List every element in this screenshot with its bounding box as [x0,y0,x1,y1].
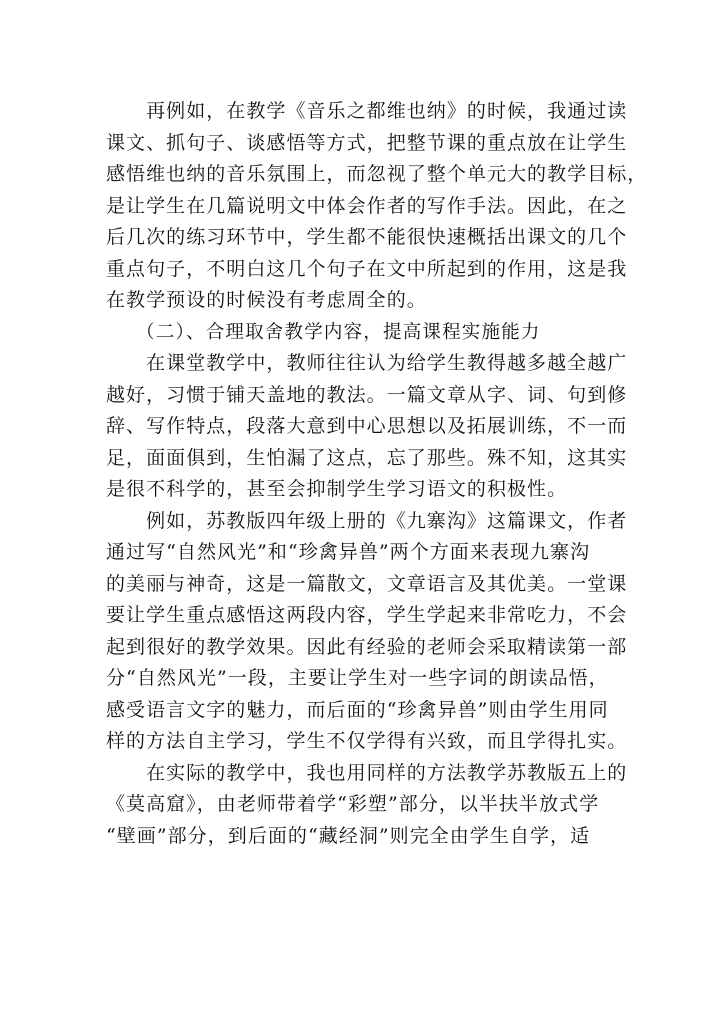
text-line: 在教学预设的时候没有考虑周全的。 [106,289,427,311]
document-body [106,96,648,852]
text-line: 感悟维也纳的音乐氛围上，而忽视了整个单元大的教学目标， [106,163,648,185]
text-line: 再例如，在教学《音乐之都维也纳》的时候，我通过读 [106,100,628,122]
text-line: 是让学生在几篇说明文中体会作者的写作手法。因此，在之 [106,194,628,217]
text-line: 在课堂教学中，教师往往认为给学生教得越多越全越广 [106,352,628,374]
text-line: 重点句子，不明白这几个句子在文中所起到的作用，这是我 [106,257,628,280]
text-line: 后几次的练习环节中，学生都不能很快速概括出课文的几个 [106,226,628,248]
text-line: 起到很好的教学效果。因此有经验的老师会采取精读第一部 [106,635,628,658]
text-line: 分“自然风光”一段，主要让学生对一些字词的朗读品悟， [106,667,609,689]
text-line: 课文、抓句子、谈感悟等方式，把整节课的重点放在让学生 [106,131,628,154]
text-line: 感受语言文字的魅力，而后面的“珍禽异兽”则由学生用同 [106,698,609,721]
section-heading: （二）、合理取舍教学内容，提高课程实施能力 [106,321,541,343]
text-line: 足，面面俱到，生怕漏了这点，忘了那些。殊不知，这其实 [106,446,628,469]
text-line: 例如，苏教版四年级上册的《九寨沟》这篇课文，作者 [106,509,628,532]
text-line: 辞、写作特点，段落大意到中心思想以及拓展训练，不一而 [106,415,628,437]
text-line: 是很不科学的，甚至会抑制学生学习语文的积极性。 [106,478,568,500]
text-line: 在实际的教学中，我也用同样的方法教学苏教版五上的 [106,761,628,784]
text-line: 越好，习惯于铺天盖地的教法。一篇文章从字、词、句到修 [106,383,628,406]
text-line: 要让学生重点感悟这两段内容，学生学起来非常吃力，不会 [106,604,628,626]
text-line: 通过写“自然风光”和“珍禽异兽”两个方面来表现九寨沟 [106,541,591,563]
text-line: “壁画”部分，到后面的“藏经洞”则完全由学生自学，适 [106,824,591,847]
text-line: 样的方法自主学习，学生不仅学得有兴致，而且学得扎实。 [106,730,628,752]
text-line: 《莫高窟》，由老师带着学“彩塑”部分，以半扶半放式学 [106,793,600,815]
text-line: 的美丽与神奇，这是一篇散文，文章语言及其优美。一堂课 [106,572,628,595]
